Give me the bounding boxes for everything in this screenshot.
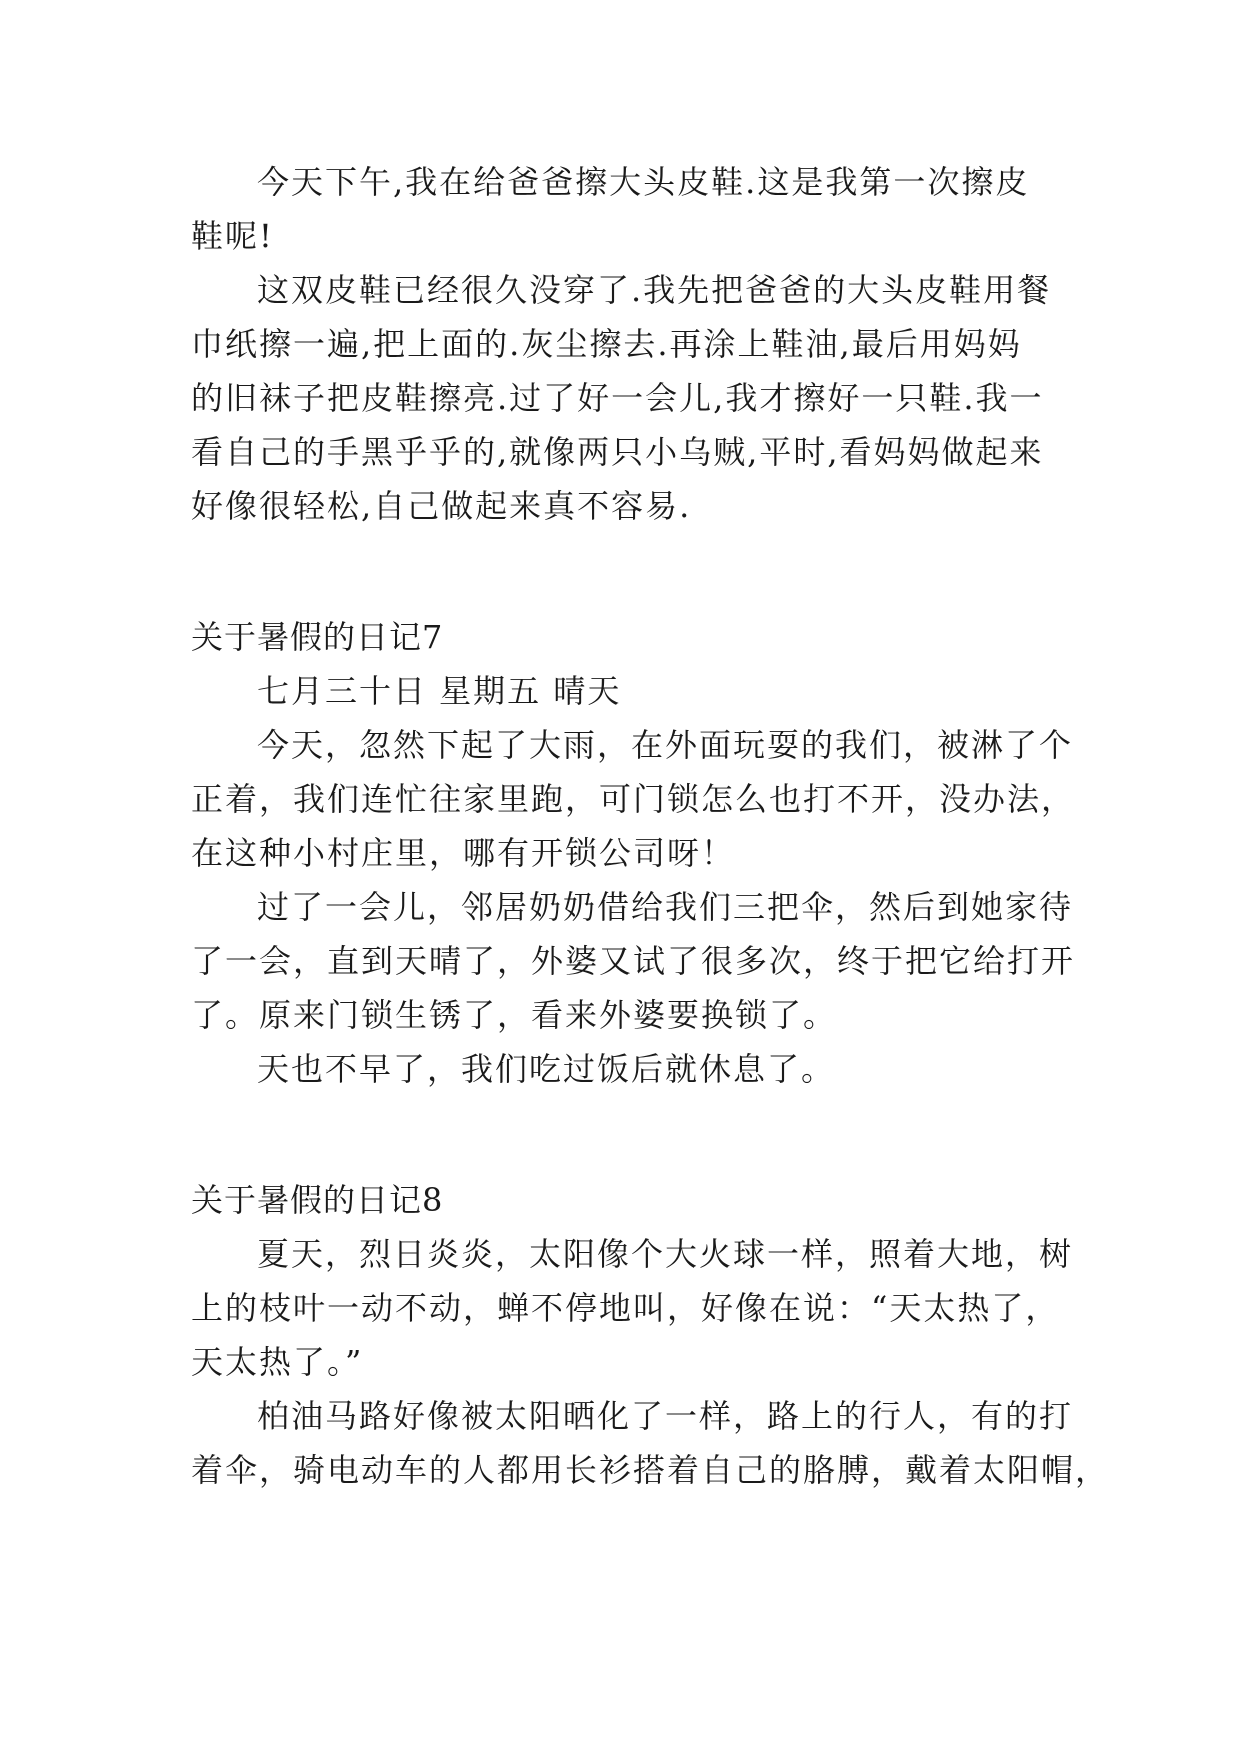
document-body — [191, 155, 1110, 1497]
text-line: 鞋呢! — [191, 217, 274, 255]
section-spacer — [191, 533, 1057, 610]
diary-date-line: 七月三十日 星期五 晴天 — [257, 672, 622, 710]
text-line: 好像很轻松,自己做起来真不容易. — [191, 487, 692, 525]
paragraph — [191, 1389, 1110, 1497]
text-line: 正着，我们连忙往家里跑，可门锁怎么也打不开，没办法， — [191, 780, 1076, 818]
text-line: 了。原来门锁生锈了，看来外婆要换锁了。 — [191, 996, 838, 1034]
text-line: 巾纸擦一遍,把上面的.灰尘擦去.再涂上鞋油,最后用妈妈 — [191, 325, 1022, 363]
text-line: 天太热了。” — [191, 1343, 364, 1381]
section-spacer — [191, 1096, 1057, 1173]
text-line: 了一会，直到天晴了，外婆又试了很多次，终于把它给打开 — [191, 942, 1076, 980]
text-line: 今天，忽然下起了大雨，在外面玩耍的我们，被淋了个 — [257, 726, 1074, 764]
diary-title: 关于暑假的日记8 — [191, 1181, 444, 1219]
paragraph — [191, 1227, 1074, 1389]
text-line: 的旧袜子把皮鞋擦亮.过了好一会儿,我才擦好一只鞋.我一 — [191, 379, 1044, 417]
paragraph — [191, 155, 1057, 263]
text-line: 上的枝叶一动不动，蝉不停地叫，好像在说：“天太热了， — [191, 1289, 1060, 1327]
text-line: 看自己的手黑乎乎的,就像两只小乌贼,平时,看妈妈做起来 — [191, 433, 1044, 471]
text-line: 在这种小村庄里，哪有开锁公司呀！ — [191, 834, 736, 872]
text-line: 夏天，烈日炎炎，太阳像个大火球一样，照着大地，树 — [257, 1235, 1074, 1273]
text-line: 柏油马路好像被太阳晒化了一样，路上的行人，有的打 — [257, 1397, 1074, 1435]
text-line: 这双皮鞋已经很久没穿了.我先把爸爸的大头皮鞋用餐 — [257, 271, 1052, 309]
text-line: 过了一会儿，邻居奶奶借给我们三把伞，然后到她家待 — [257, 888, 1074, 926]
diary-title: 关于暑假的日记7 — [191, 618, 444, 656]
paragraph — [191, 718, 1076, 880]
paragraph — [191, 1042, 1057, 1096]
paragraph — [191, 263, 1057, 533]
text-line: 天也不早了，我们吃过饭后就休息了。 — [257, 1050, 836, 1088]
text-line: 今天下午,我在给爸爸擦大头皮鞋.这是我第一次擦皮 — [257, 163, 1030, 201]
text-line: 着伞，骑电动车的人都用长衫搭着自己的胳膊，戴着太阳帽， — [191, 1451, 1110, 1489]
paragraph — [191, 880, 1076, 1042]
